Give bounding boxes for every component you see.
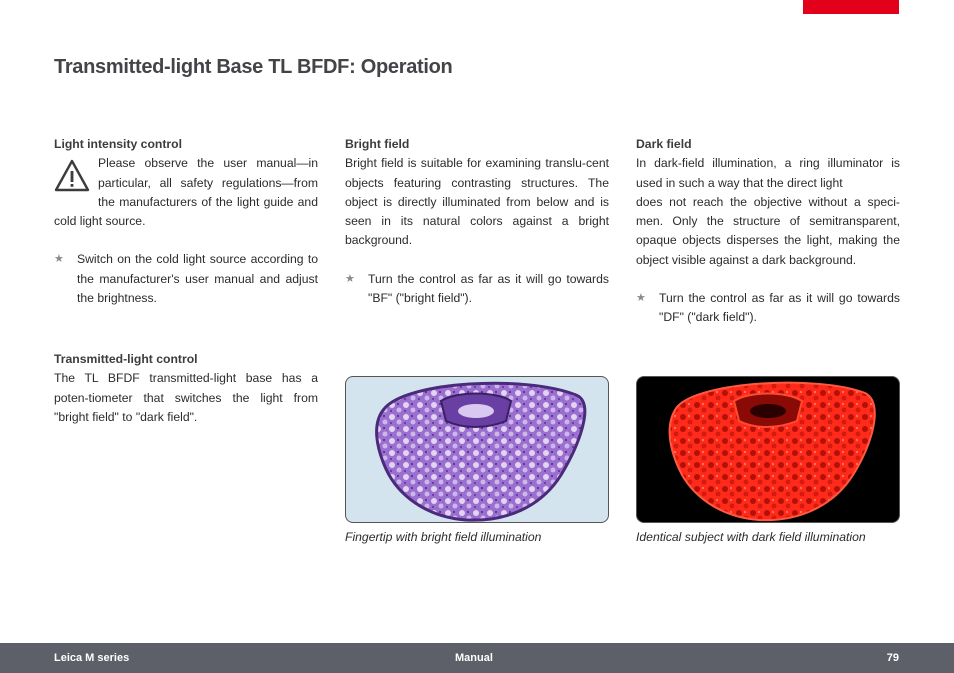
- page-title: Transmitted-light Base TL BFDF: Operation: [54, 56, 453, 78]
- bright-field-micrograph: [346, 377, 608, 522]
- star-icon: ★: [636, 292, 646, 305]
- warning-triangle-icon: [54, 158, 90, 194]
- column-bright-field: [345, 135, 609, 308]
- heading-bright-field: Bright field: [345, 137, 410, 151]
- column-dark-field: [636, 135, 900, 328]
- caption-dark-field: Identical subject with dark field illumination: [636, 530, 866, 544]
- column-light-intensity: [54, 135, 318, 308]
- dark-field-image: [636, 376, 900, 523]
- caption-bright-field: Fingertip with bright field illumination: [345, 530, 542, 544]
- star-icon: ★: [54, 253, 64, 266]
- heading-light-intensity: Light intensity control: [54, 137, 182, 151]
- para-dark-field-2: does not reach the objective without a speci-men. Only the structure of semitransparent, opaque objects disperses the light, making the object visible against a dark background.: [636, 194, 900, 267]
- section-transmitted-light-control: [54, 350, 318, 427]
- para-bright-field: Bright field is suitable for examining translu-cent objects featuring contrasting structures. The object is directly illuminated from below and is seen in its natural colors against a bright background.: [345, 156, 609, 248]
- dark-field-micrograph: [637, 377, 899, 522]
- para-transmitted-light-control: The TL BFDF transmitted-light base has a poten-tiometer that switches the light from "bright field" to "dark field".: [54, 371, 318, 424]
- footer-page-number: 79: [886, 652, 899, 664]
- bullet-dark-field-text: Turn the control as far as it will go towards "DF" ("dark field").: [659, 291, 900, 325]
- bullet-light-source: [54, 250, 318, 308]
- footer-bar: [0, 643, 954, 673]
- bullet-bright-field: [345, 270, 609, 309]
- footer-product: Leica M series: [54, 652, 130, 664]
- accent-tab: [803, 0, 899, 14]
- para-dark-field-1: In dark-field illumination, a ring illuminator is used in such a way that the direct light: [636, 156, 900, 190]
- heading-transmitted-light-control: Transmitted-light control: [54, 352, 198, 366]
- bright-field-image: [345, 376, 609, 523]
- bullet-bright-field-text: Turn the control as far as it will go towards "BF" ("bright field").: [368, 271, 609, 306]
- footer-manual: Manual: [455, 652, 493, 664]
- heading-dark-field: Dark field: [636, 137, 692, 151]
- bullet-dark-field: [636, 289, 900, 328]
- bullet-light-source-text: Switch on the cold light source according to the manufacturer's user manual and adjust the brightness.: [77, 252, 318, 306]
- warning-text: Please observe the user manual—in particular, all safety regulations—from the manufacturers of the light guide and cold light source.: [54, 156, 318, 229]
- star-icon: ★: [345, 272, 355, 285]
